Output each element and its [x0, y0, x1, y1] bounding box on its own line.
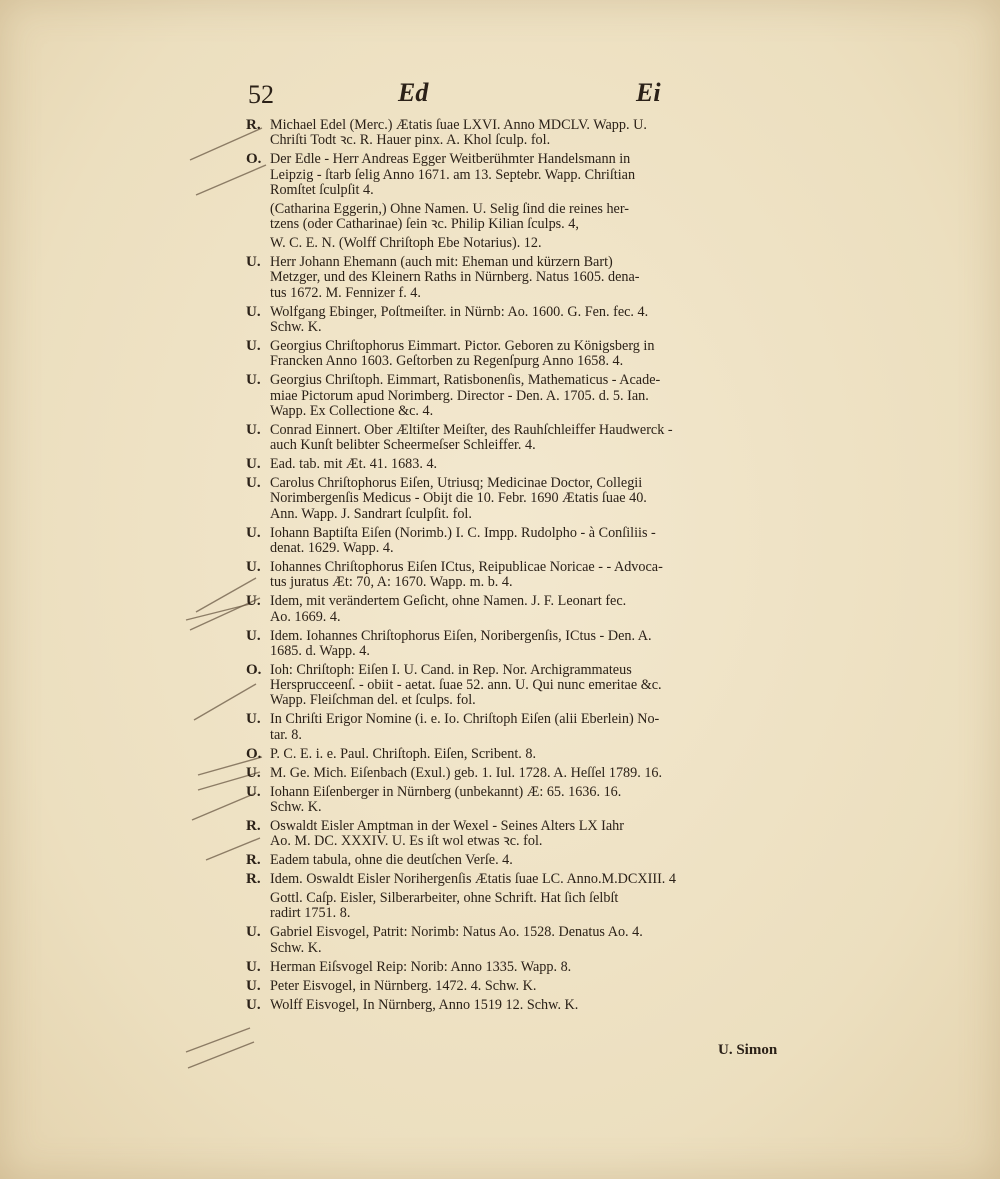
entry-line: M. Ge. Mich. Eiſenbach (Exul.) geb. 1. Iul. 1728. A. Heſſel 1789. 16. — [270, 764, 663, 781]
entry-line: tus juratus Æt: 70, A: 1670. Wapp. m. b. 4. — [270, 574, 513, 591]
entry-marker: R. — [246, 852, 261, 869]
catalog-entry — [244, 872, 816, 887]
entry-line: miae Pictorum apud Norimberg. Director - Den. A. 1705. d. 5. Ian. — [270, 387, 649, 404]
entry-marker: R. — [246, 817, 261, 834]
catalog-entry — [244, 594, 816, 625]
entry-line: In Chriſti Erigor Nomine (i. e. Io. Chriſtoph Eiſen (alii Eberlein) No- — [270, 711, 660, 728]
catalog-entry — [244, 255, 816, 301]
entry-line: Ioh: Chriſtoph: Eiſen I. U. Cand. in Rep. Nor. Archigrammateus — [270, 661, 632, 678]
entry-line: Schw. K. — [270, 798, 322, 815]
entry-line: Wapp. Ex Collectione &c. 4. — [270, 402, 434, 419]
entry-line: Iohannes Chriſtophorus Eiſen ICtus, Reipublicae Noricae - - Advoca- — [270, 558, 663, 575]
entry-marker: U. — [246, 996, 261, 1013]
entry-marker: U. — [246, 524, 261, 541]
entry-line: Georgius Chriſtophorus Eimmart. Pictor. Geboren zu Königsberg in — [270, 337, 655, 354]
entry-line: Idem. Iohannes Chriſtophorus Eiſen, Noribergenſis, ICtus - Den. A. — [270, 627, 652, 644]
running-head-right: Ei — [636, 78, 661, 107]
entry-marker: U. — [246, 593, 261, 610]
entry-line: Ao. 1669. 4. — [270, 608, 341, 625]
catalog-entry — [244, 423, 816, 454]
entry-line: Conrad Einnert. Ober Æltiſter Meiſter, des Rauhſchleiffer Haudwerck - — [270, 421, 673, 438]
catalog-entry — [244, 663, 816, 709]
catalog-entry — [244, 339, 816, 370]
entry-line: Iohann Baptiſta Eiſen (Norimb.) I. C. Impp. Rudolpho - à Conſiliis - — [270, 524, 656, 541]
catalog-entry — [244, 118, 816, 149]
entry-line: Eadem tabula, ohne die deutſchen Verſe. 4. — [270, 852, 513, 869]
entry-line: Ead. tab. mit Æt. 41. 1683. 4. — [270, 456, 438, 473]
entry-line: tus 1672. M. Fennizer f. 4. — [270, 284, 421, 301]
running-head-left: Ed — [398, 78, 429, 107]
entry-line: Herman Eiſsvogel Reip: Norib: Anno 1335. Wapp. 8. — [270, 958, 572, 975]
catalog-entry — [244, 202, 816, 233]
entry-line: W. C. E. N. (Wolff Chriſtoph Ebe Notarius). 12. — [270, 235, 542, 252]
entry-line: Ao. M. DC. XXXIV. U. Es iſt wol etwas ꝛc. fol. — [270, 833, 543, 850]
entry-line: Oswaldt Eisler Amptman in der Wexel - Seines Alters LX Iahr — [270, 817, 624, 834]
entry-marker: O. — [246, 661, 262, 678]
catalog-entry — [244, 891, 816, 922]
entry-marker: R. — [246, 117, 261, 133]
catalog-entry — [244, 526, 816, 557]
entry-marker: U. — [246, 558, 261, 575]
catalog-entry — [244, 960, 816, 975]
entry-line: Carolus Chriſtophorus Eiſen, Utriusq; Medicinae Doctor, Collegii — [270, 475, 643, 492]
entry-marker: U. — [246, 764, 261, 781]
entry-line: Peter Eisvogel, in Nürnberg. 1472. 4. Schw. K. — [270, 977, 537, 994]
entry-marker: U. — [246, 337, 261, 354]
entry-line: Idem. Oswaldt Eisler Norihergenſis Ætatis ſuae LC. Anno.M.DCXIII. 4 — [270, 871, 676, 888]
entry-line: tar. 8. — [270, 726, 302, 743]
entry-marker: U. — [246, 254, 261, 271]
catalog-entry — [244, 785, 816, 816]
entry-line: Chriſti Todt ꝛc. R. Hauer pinx. A. Khol ſculp. fol. — [270, 132, 551, 149]
catalog-entry — [244, 560, 816, 591]
catalog-entry — [244, 979, 816, 994]
entry-marker: U. — [246, 711, 261, 728]
entry-line: Gabriel Eisvogel, Patrit: Norimb: Natus Ao. 1528. Denatus Ao. 4. — [270, 924, 643, 941]
entry-marker: U. — [246, 783, 261, 800]
entry-marker: U. — [246, 475, 261, 492]
entry-line: Gottl. Caſp. Eisler, Silberarbeiter, ohne Schrift. Hat ſich ſelbſt — [270, 890, 619, 907]
catalog-entry — [244, 853, 816, 868]
entry-marker: U. — [246, 958, 261, 975]
entry-line: Iohann Eiſenberger in Nürnberg (unbekannt) Æ: 65. 1636. 16. — [270, 783, 622, 800]
entry-line: radirt 1751. 8. — [270, 905, 351, 922]
catalog-entry — [244, 373, 816, 419]
entry-marker: U. — [246, 456, 261, 473]
catalog-entry — [244, 629, 816, 660]
entry-marker: U. — [246, 627, 261, 644]
catalog-entry — [244, 819, 816, 850]
catalog-entries — [244, 118, 816, 1017]
entry-marker: O. — [246, 745, 262, 762]
page-header — [248, 78, 668, 114]
entry-line: Georgius Chriſtoph. Eimmart, Ratisbonenſis, Mathematicus - Acade- — [270, 372, 661, 389]
entry-line: Norimbergenſis Medicus - Obijt die 10. Febr. 1690 Ætatis ſuae 40. — [270, 490, 647, 507]
entry-marker: R. — [246, 871, 261, 888]
entry-line: Leipzig - ſtarb ſelig Anno 1671. am 13. Septebr. Wapp. Chriſtian — [270, 166, 636, 183]
catalog-entry — [244, 457, 816, 472]
entry-line: Herr Johann Ehemann (auch mit: Eheman und kürzern Bart) — [270, 254, 613, 271]
catalog-entry — [244, 476, 816, 522]
page-number: 52 — [248, 80, 274, 109]
entry-line: (Catharina Eggerin,) Ohne Namen. U. Selig ſind die reines her- — [270, 200, 630, 217]
entry-line: Metzger, und des Kleinern Raths in Nürnberg. Natus 1605. dena- — [270, 269, 640, 286]
entry-marker: U. — [246, 421, 261, 438]
entry-line: Romſtet ſculpſit 4. — [270, 181, 374, 198]
entry-marker: U. — [246, 977, 261, 994]
entry-line: auch Kunſt belibter Scheermeſser Schleiffer. 4. — [270, 437, 536, 454]
entry-line: Schw. K. — [270, 319, 322, 335]
entry-marker: U. — [246, 372, 261, 389]
entry-line: P. C. E. i. e. Paul. Chriſtoph. Eiſen, Scribent. 8. — [270, 745, 537, 762]
catalog-entry — [244, 236, 816, 251]
entry-line: 1685. d. Wapp. 4. — [270, 642, 370, 659]
catalog-entry — [244, 305, 816, 336]
entry-line: Wolfgang Ebinger, Poſtmeiſter. in Nürnb: Ao. 1600. G. Fen. fec. 4. — [270, 303, 649, 320]
catalog-entry — [244, 925, 816, 956]
catalog-entry — [244, 998, 816, 1013]
catalog-entry — [244, 766, 816, 781]
entry-line: Ann. Wapp. J. Sandrart ſculpſit. fol. — [270, 505, 472, 522]
catchword: U. Simon — [718, 1042, 778, 1058]
entry-line: Der Edle - Herr Andreas Egger Weitberühmter Handelsmann in — [270, 151, 631, 168]
entry-line: denat. 1629. Wapp. 4. — [270, 539, 394, 556]
entry-marker: U. — [246, 924, 261, 941]
entry-line: Wolff Eisvogel, In Nürnberg, Anno 1519 12. Schw. K. — [270, 996, 579, 1013]
entry-marker: U. — [246, 303, 261, 320]
catalog-entry — [244, 152, 816, 198]
catalog-entry — [244, 747, 816, 762]
entry-line: Wapp. Fleiſchman del. et ſculps. fol. — [270, 692, 476, 709]
entry-line: tzens (oder Catharinae) ſein ꝛc. Philip Kilian ſculps. 4, — [270, 216, 579, 233]
entry-line: Hersprucceenſ. - obiit - aetat. ſuae 52. ann. U. Qui nunc emeritae &c. — [270, 677, 662, 694]
catalog-entry — [244, 712, 816, 743]
entry-line: Francken Anno 1603. Geſtorben zu Regenſpurg Anno 1658. 4. — [270, 353, 624, 370]
entry-marker: O. — [246, 151, 262, 168]
entry-line: Idem, mit verändertem Geſicht, ohne Namen. J. F. Leonart fec. — [270, 593, 627, 610]
entry-line: Michael Edel (Merc.) Ætatis ſuae LXVI. Anno MDCLV. Wapp. U. — [270, 117, 647, 133]
entry-line: Schw. K. — [270, 939, 322, 956]
